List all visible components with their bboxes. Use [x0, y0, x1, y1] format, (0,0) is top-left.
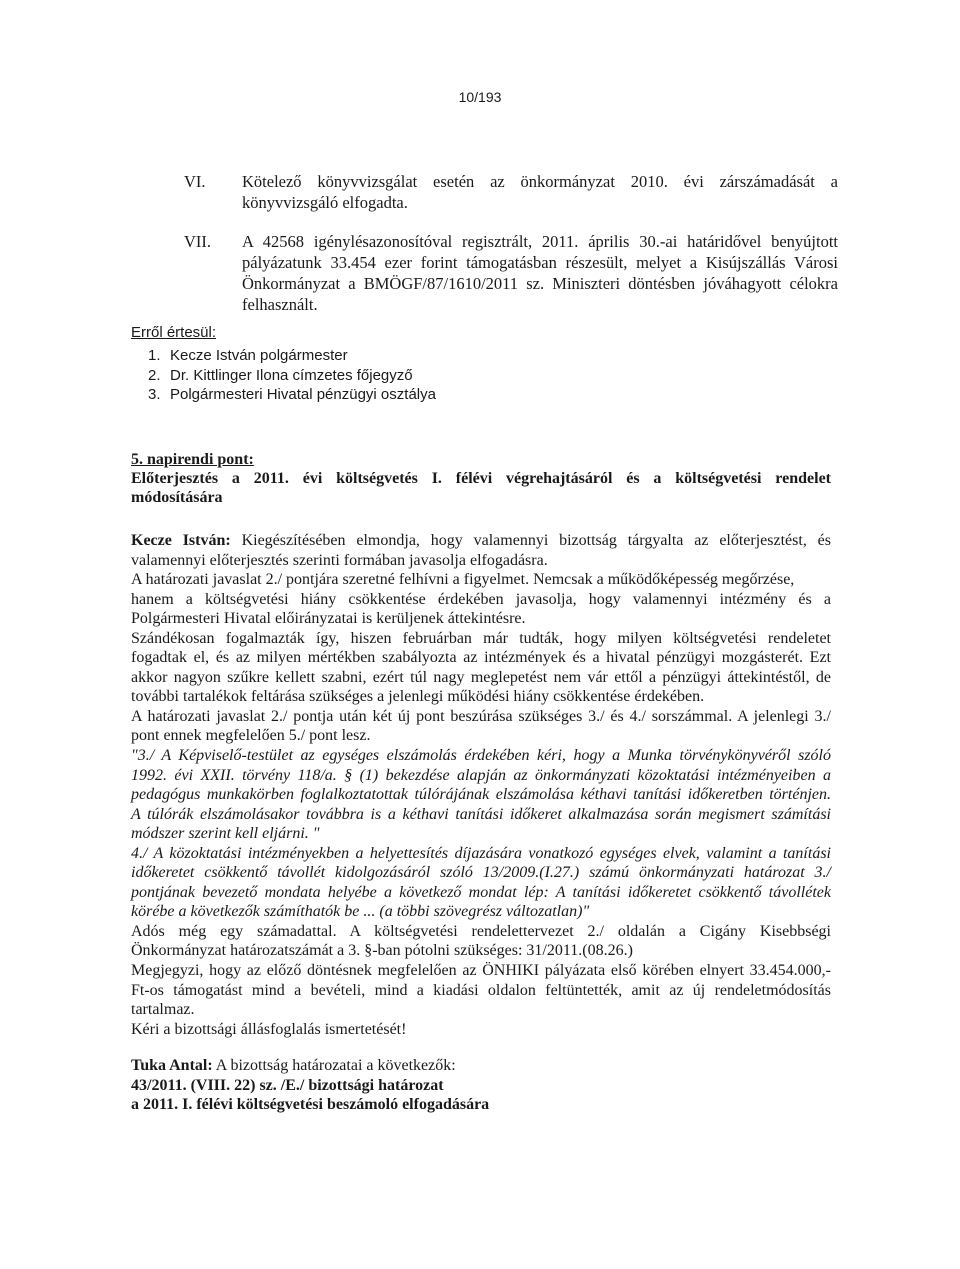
quote-line: körébe a következők számíthatók be ... (a többi szövegrész változatlan)": [131, 903, 590, 921]
paragraph-line: [131, 531, 831, 551]
quote-line: A túlórák elszámolásakor továbbra is a kéthavi tanítási időkeret alkalmazása során megismert számítási: [131, 805, 831, 823]
item-text-line: pályázatunk 33.454 ezer forint támogatásban részesült, melyet a Kisújszállás Városi: [242, 253, 838, 272]
list-text: Kecze István polgármester: [170, 347, 348, 364]
item-text-line: Önkormányzat a BMÖGF/87/1610/2011 sz. Miniszteri döntésben jóváhagyott célokra: [242, 274, 838, 293]
list-number: 2.: [148, 366, 161, 384]
paragraph-line: A határozati javaslat 2./ pontja után két új pont beszúrása szükséges 3./ és 4./ sorszámmal. A jelenlegi 3./: [131, 707, 831, 725]
item-number: VI.: [184, 172, 206, 191]
quote-line: időkeretet csökkentő távollét kidolgozásáról szóló 13/2009.(I.27.) számú önkormányzati határozat 3./: [131, 864, 831, 882]
quote-line: 1992. évi XXII. törvény 118/a. § (1) bekezdése alapján az önkormányzati közoktatási intézményeiben a: [131, 766, 831, 784]
paragraph-line: Szándékosan fogalmazták így, hiszen februárban már tudták, hogy milyen költségvetési rendeletet: [131, 629, 831, 647]
paragraph-line: hanem a költségvetési hiány csökkentése érdekében javasolja, hogy valamennyi intézmény és a: [131, 590, 831, 608]
distribution-heading: Erről értesül:: [131, 324, 217, 341]
list-number: 3.: [148, 386, 161, 403]
paragraph-line: Önkormányzat határozatszámát a 3. §-ban pótolni szükséges: 31/2011.(08.26.): [131, 942, 633, 960]
paragraph-line: A határozati javaslat 2./ pontjára szeretné felhívni a figyelmet. Nemcsak a működőképesség megőrzése,: [131, 571, 795, 589]
agenda-title-line: Előterjesztés a 2011. évi költségvetés I. félévi végrehajtásáról és a költségvetési rendelet: [131, 470, 831, 488]
paragraph-line: fogadtak el, és az milyen mértékben szabályozta az intézmények és a hivatal pénzügyi mozgásterét. Ezt: [131, 649, 831, 667]
paragraph-line: Megjegyzi, hogy az előző döntésnek megfelelően az ÖNHIKI pályázata első körében elnyert 33.454.000,-: [131, 962, 831, 980]
paragraph-line: valamennyi előterjesztés szerinti formában javasolja elfogadásra.: [131, 551, 548, 569]
distribution-list: [148, 346, 436, 405]
item-text-line: Kötelező könyvvizsgálat esetén az önkormányzat 2010. évi zárszámadását a: [242, 172, 838, 191]
quote-line: módszer szerint kell eljárni. ": [131, 825, 320, 843]
paragraph-line: tartalmaz.: [131, 1001, 195, 1019]
list-item: [148, 366, 436, 386]
item-vi: [184, 171, 838, 215]
item-text-line: felhasznált.: [242, 295, 318, 314]
paragraph-line: Polgármesteri Hivatal előirányzatai is kerüljenek áttekintésre.: [131, 610, 526, 628]
quote-line: pedagógus munkakörben foglalkoztatottak túlórájának elszámolása kéthavi tanítási időkeretben történjen.: [131, 786, 831, 804]
page-number: 10/193: [458, 89, 502, 105]
quote-line: pontjának bevezető mondata helyébe a következő mondat lép: A tanítási időkeretet csökkentő távollétek: [131, 883, 831, 901]
paragraph-line: Kéri a bizottsági állásfoglalás ismertetését!: [131, 1020, 407, 1038]
agenda-heading: 5. napirendi pont:: [131, 451, 254, 468]
list-text: Polgármesteri Hivatal pénzügyi osztálya: [170, 386, 436, 403]
speaker-name: Kecze István:: [131, 532, 231, 549]
quote-line: 4./ A közoktatási intézményekben a helyettesítés díjazására vonatkozó egységes elvek, valamint a tanítási: [131, 844, 831, 862]
item-text-line: könyvvizsgáló elfogadta.: [242, 193, 408, 212]
speaker-text: Kiegészítésében elmondja, hogy valamennyi bizottság tárgyalta az előterjesztést, és: [230, 532, 832, 549]
agenda-section: [131, 450, 831, 508]
resolution-title: 43/2011. (VIII. 22) sz. /E./ bizottsági határozat: [131, 1076, 444, 1094]
item-vii: [184, 231, 838, 319]
speaker-text: A bizottság határozatai a következők:: [212, 1057, 456, 1075]
speaker-name: Tuka Antal:: [131, 1057, 213, 1075]
item-text-line: A 42568 igénylésazonosítóval regisztrált, 2011. április 30.-ai határidővel benyújtott: [242, 232, 838, 251]
paragraph-line: akkor nagyon szűkre kellett szabni, ezért túl nagy meglepetést nem vár ettől a pénzügyi áttekintéstől, de: [131, 668, 831, 686]
list-text: Dr. Kittlinger Ilona címzetes főjegyző: [170, 366, 413, 384]
paragraph-line: pont ennek megfelelően 5./ pont lesz.: [131, 727, 371, 745]
list-number: 1.: [148, 347, 161, 364]
paragraph-line: Ft-os támogatást mind a bevételi, mind a kiadási oldalon feltüntették, amit az új rendeletmódosítás: [131, 981, 831, 999]
list-item: [148, 346, 436, 366]
resolution-subject: a 2011. I. félévi költségvetési beszámoló elfogadására: [131, 1096, 490, 1114]
paragraph-line: Adós még egy számadattal. A költségvetési rendelettervezet 2./ oldalán a Cigány Kisebbségi: [131, 922, 831, 940]
item-number: VII.: [184, 232, 212, 251]
paragraph-line: [131, 1056, 831, 1076]
agenda-title-line: módosítására: [131, 489, 223, 507]
quote-line: "3./ A Képviselő-testület az egységes elszámolás érdekében kéri, hogy a Munka törvénykönyvéről szóló: [131, 747, 831, 765]
minutes-body: [131, 531, 831, 1115]
paragraph-line: további tartalékok feltárása szükséges a jelenlegi működési hiány csökkentése érdekében.: [131, 688, 705, 706]
list-item: [148, 385, 436, 405]
